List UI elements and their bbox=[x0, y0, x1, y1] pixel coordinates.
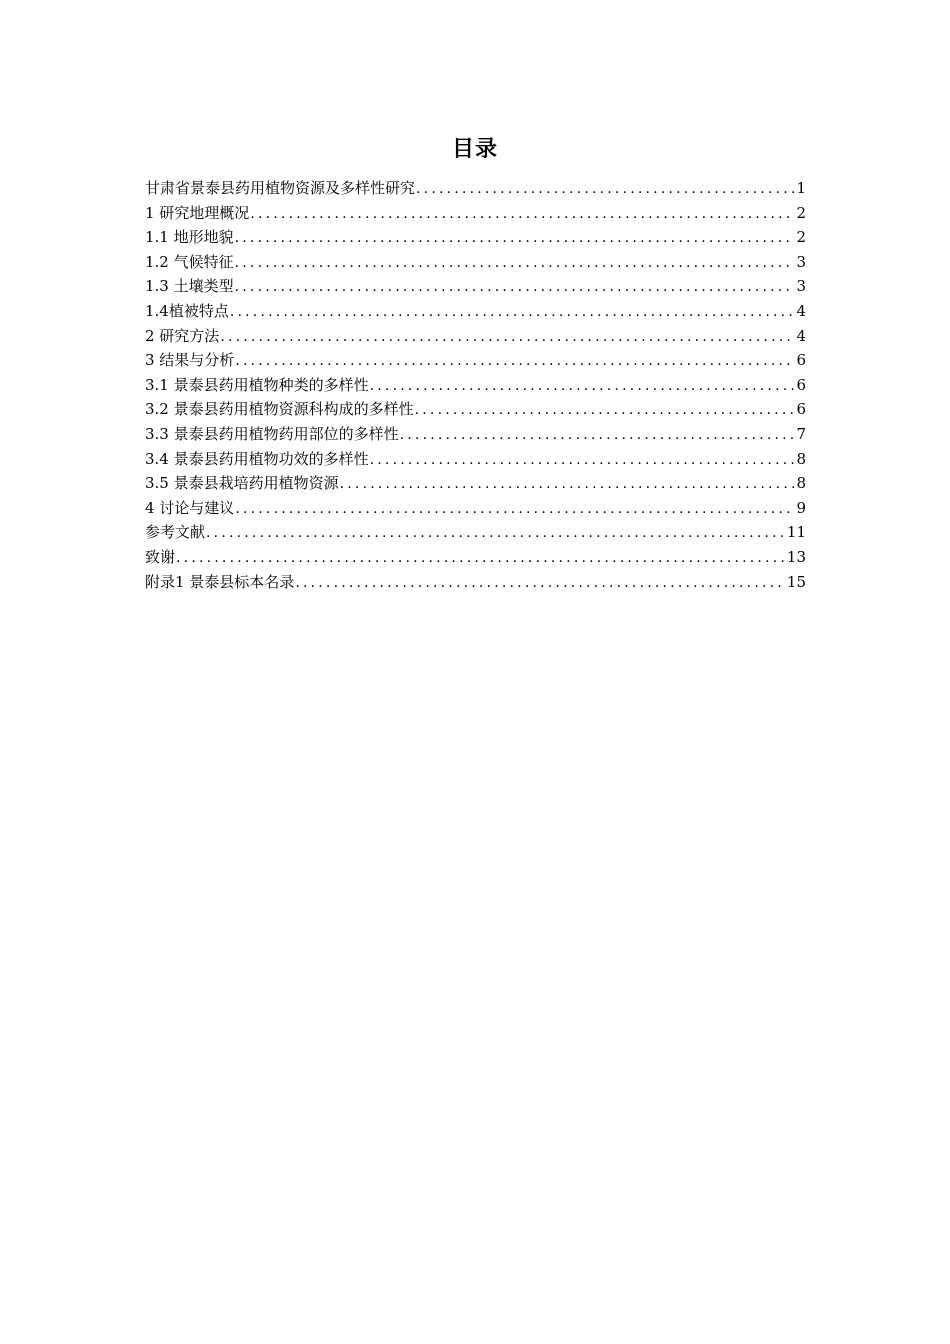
toc-entry-text: 3.4 景泰县药用植物功效的多样性 bbox=[145, 449, 369, 468]
toc-entry-page: 7 bbox=[796, 424, 806, 443]
toc-leader-dots bbox=[295, 571, 785, 596]
toc-entry[interactable] bbox=[145, 201, 806, 226]
toc-entry-text: 甘肃省景泰县药用植物资源及多样性研究 bbox=[145, 179, 416, 197]
toc-entry-text: 3 结果与分析 bbox=[145, 351, 235, 370]
toc-entry-page: 3 bbox=[796, 252, 806, 271]
toc-entry-text: 1.2 气候特征 bbox=[145, 252, 234, 271]
toc-entry-page: 15 bbox=[786, 572, 806, 591]
toc-entry[interactable] bbox=[145, 545, 806, 570]
toc-entry[interactable] bbox=[145, 447, 806, 472]
toc-leader-dots bbox=[370, 374, 795, 399]
toc-entry[interactable] bbox=[145, 570, 806, 595]
toc-leader-dots bbox=[220, 325, 794, 350]
toc-leader-dots bbox=[370, 448, 795, 473]
toc-entry-page: 11 bbox=[786, 523, 806, 542]
toc-leader-dots bbox=[230, 300, 795, 325]
toc-entry-text: 4 讨论与建议 bbox=[145, 498, 235, 517]
toc-leader-dots bbox=[206, 521, 785, 546]
toc-entry[interactable] bbox=[145, 274, 806, 299]
toc-leader-dots bbox=[416, 177, 794, 202]
toc-leader-dots bbox=[235, 497, 794, 522]
toc-leader-dots bbox=[235, 251, 795, 276]
toc-leader-dots bbox=[235, 349, 794, 374]
toc-leader-dots bbox=[235, 275, 795, 300]
toc-entry[interactable] bbox=[145, 471, 806, 496]
toc-entry-page: 4 bbox=[796, 326, 806, 345]
toc-entry[interactable] bbox=[145, 225, 806, 250]
toc-entry-text: 参考文献 bbox=[145, 523, 206, 542]
toc-entry-text: 1.3 土壤类型 bbox=[145, 277, 234, 296]
toc-title: 目录 bbox=[451, 137, 498, 162]
toc-entry[interactable] bbox=[145, 250, 806, 275]
toc-entry-text: 1.1 地形地貌 bbox=[145, 228, 234, 247]
toc-entry-text: 3.5 景泰县栽培药用植物资源 bbox=[145, 474, 339, 493]
toc-entry-page: 9 bbox=[796, 498, 806, 517]
toc-entry-text: 3.2 景泰县药用植物资源科构成的多样性 bbox=[145, 400, 414, 419]
toc-entry-page: 13 bbox=[786, 547, 806, 566]
toc-entry-text: 1 研究地理概况 bbox=[145, 203, 250, 222]
toc-entry-page: 2 bbox=[796, 203, 806, 222]
toc-entry[interactable] bbox=[145, 397, 806, 422]
toc-entry[interactable] bbox=[145, 299, 806, 324]
toc-entry[interactable] bbox=[145, 373, 806, 398]
toc-entry-text: 附录1 景泰县标本名录 bbox=[145, 572, 295, 591]
toc-leader-dots bbox=[235, 226, 795, 251]
toc-leader-dots bbox=[415, 398, 795, 423]
toc-entry-page: 2 bbox=[796, 228, 806, 247]
toc-entry-text: 2 研究方法 bbox=[145, 326, 220, 345]
toc-leader-dots bbox=[176, 546, 785, 571]
toc-entry-text: 3.3 景泰县药用植物药用部位的多样性 bbox=[145, 424, 399, 443]
toc-entry-page: 6 bbox=[796, 351, 806, 370]
toc-entry[interactable] bbox=[145, 496, 806, 521]
toc-leader-dots bbox=[400, 423, 795, 448]
toc-entry-text: 致谢 bbox=[145, 547, 176, 566]
toc-entry[interactable] bbox=[145, 348, 806, 373]
toc-entry-text: 3.1 景泰县药用植物种类的多样性 bbox=[145, 375, 369, 394]
toc-entry-page: 1 bbox=[796, 179, 806, 197]
toc-entry-page: 6 bbox=[796, 375, 806, 394]
toc-entry[interactable] bbox=[145, 324, 806, 349]
toc-entry[interactable] bbox=[145, 520, 806, 545]
toc-entry-page: 3 bbox=[796, 277, 806, 296]
toc-entry[interactable] bbox=[145, 422, 806, 447]
toc-list bbox=[145, 176, 806, 594]
toc-entry-page: 6 bbox=[796, 400, 806, 419]
toc-leader-dots bbox=[340, 472, 795, 497]
toc-entry[interactable] bbox=[145, 176, 806, 201]
toc-entry-page: 4 bbox=[796, 301, 806, 320]
toc-entry-text: 1.4植被特点 bbox=[145, 301, 229, 320]
toc-leader-dots bbox=[250, 202, 794, 227]
toc-entry-page: 8 bbox=[796, 449, 806, 468]
toc-entry-page: 8 bbox=[796, 474, 806, 493]
